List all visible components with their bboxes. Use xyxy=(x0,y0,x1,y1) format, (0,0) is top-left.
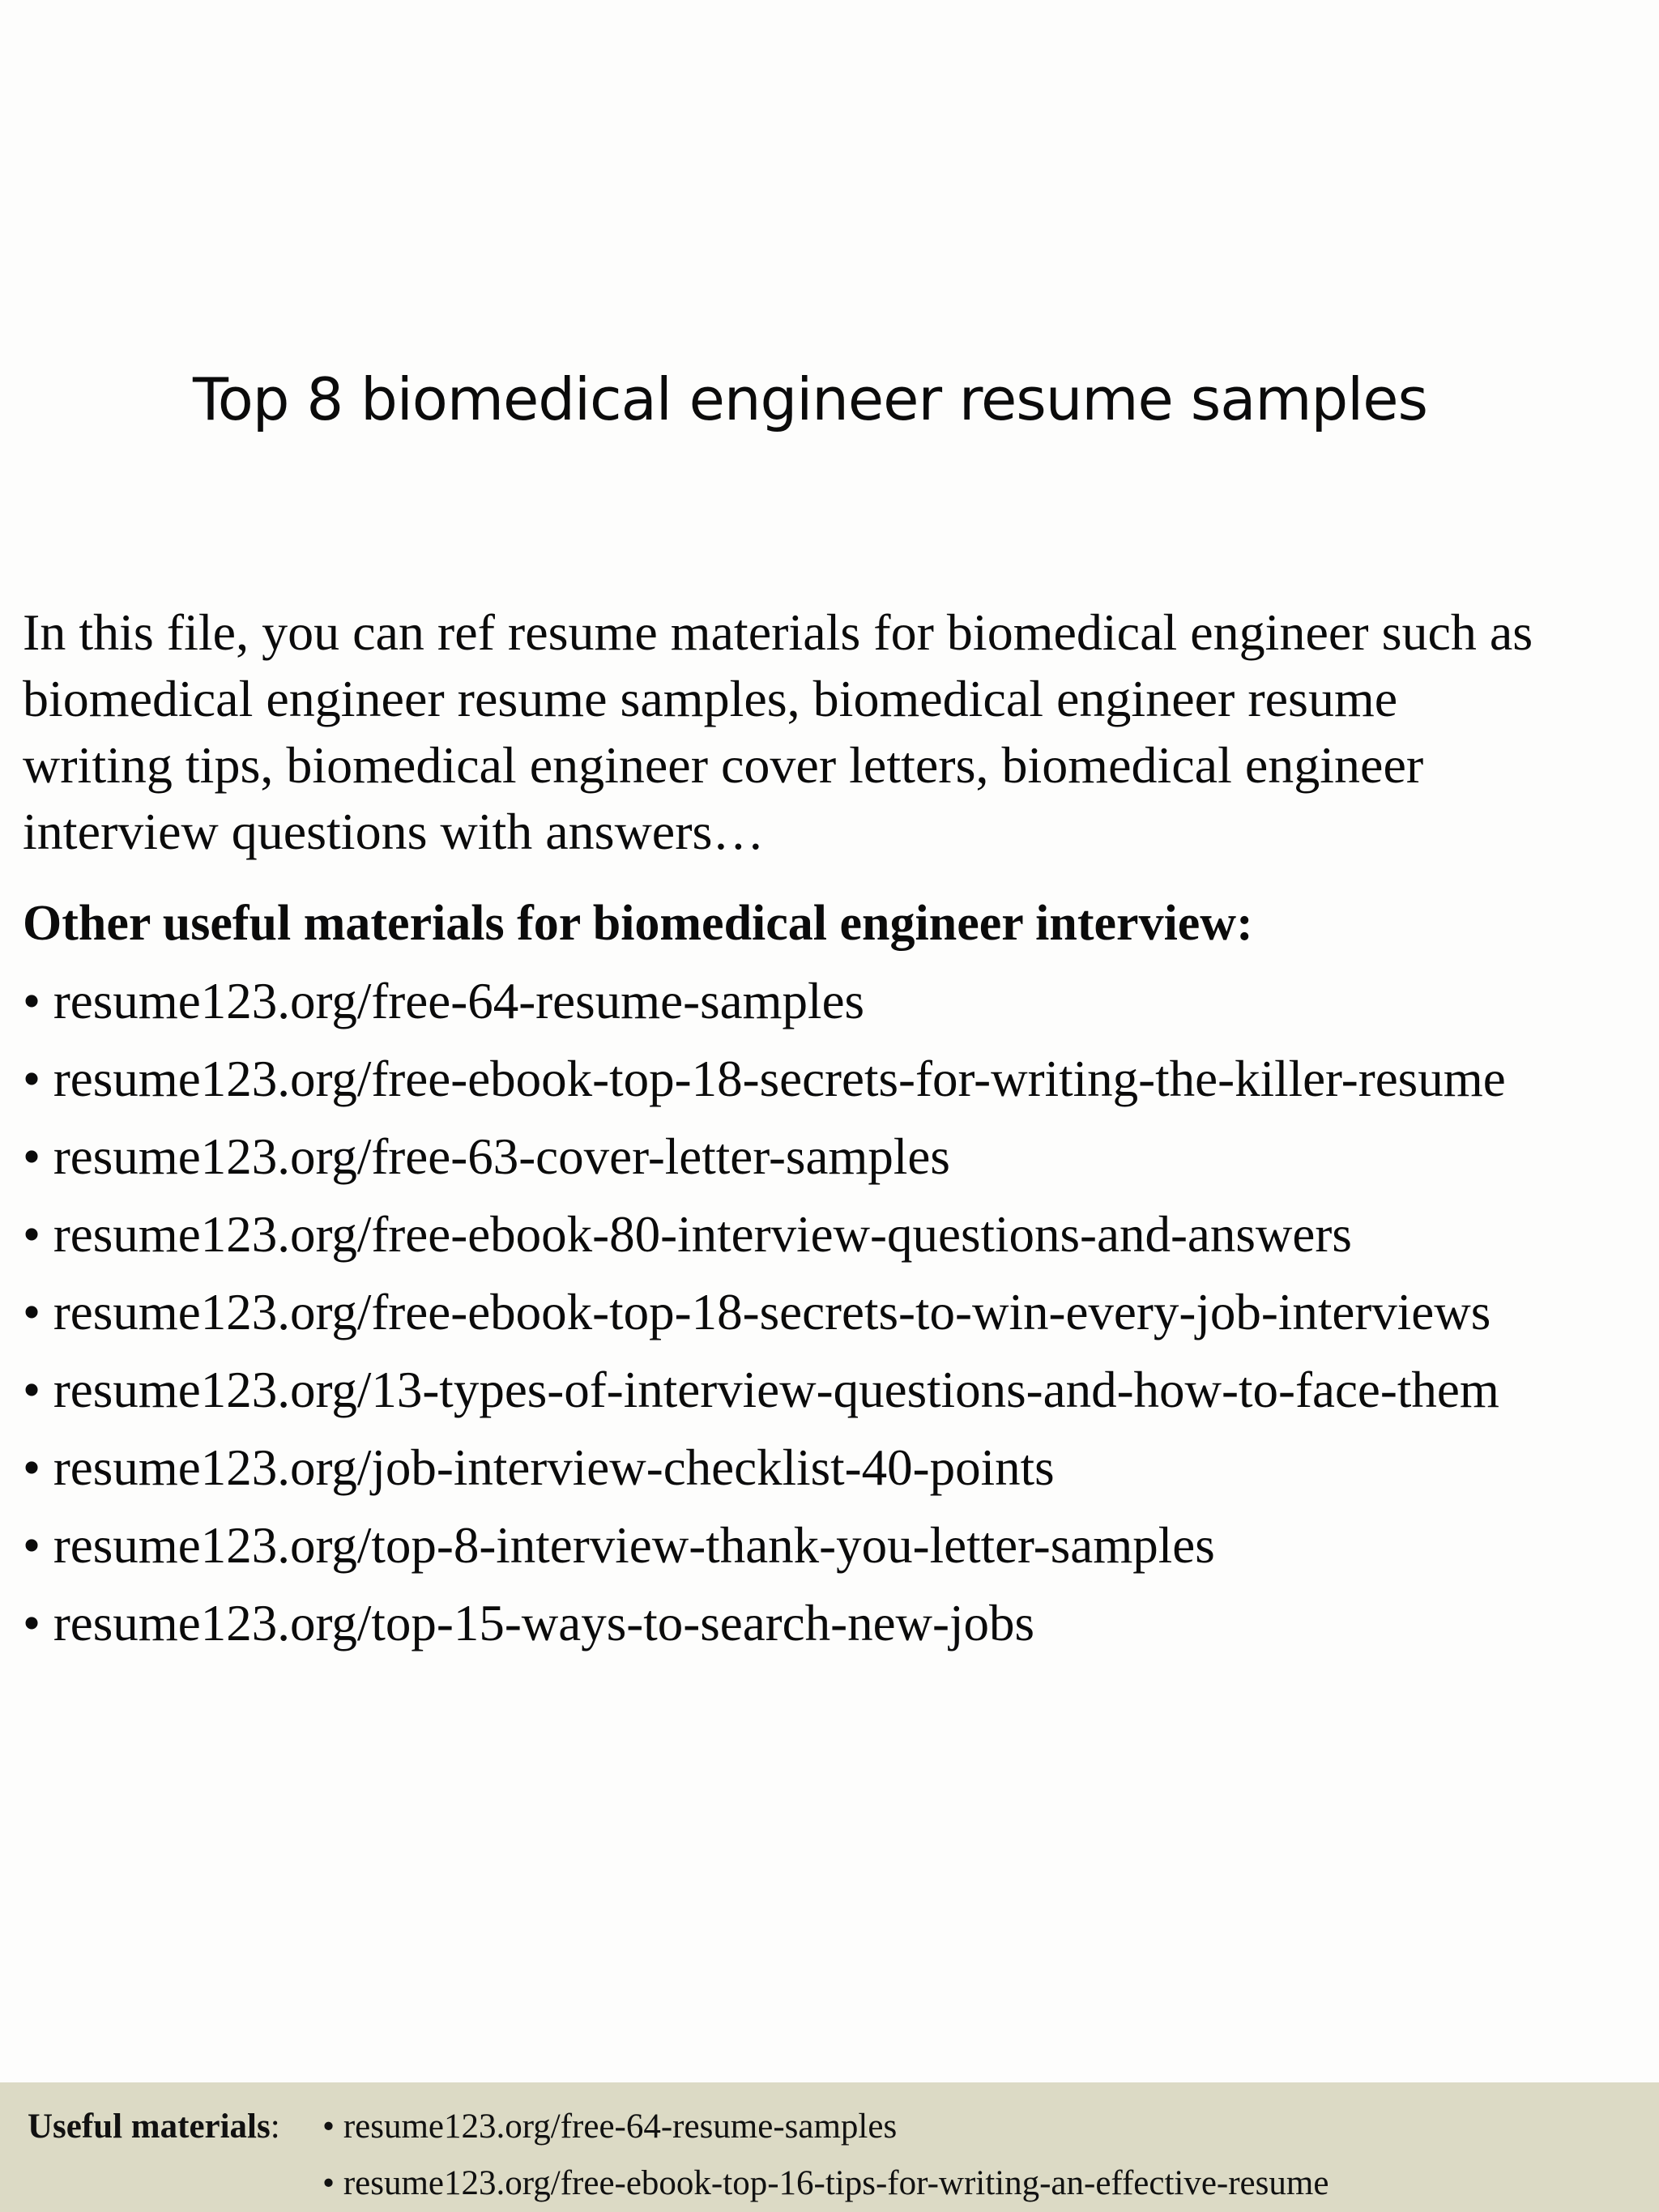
page-title: Top 8 biomedical engineer resume samples xyxy=(193,365,1427,433)
materials-link-list xyxy=(23,962,1640,1662)
bullet: • xyxy=(23,973,41,1029)
link-text[interactable]: resume123.org/13-types-of-interview-questions-and-how-to-face-them xyxy=(53,1362,1499,1418)
list-item xyxy=(23,1584,1640,1662)
link-text[interactable]: resume123.org/top-8-interview-thank-you-letter-samples xyxy=(53,1517,1215,1574)
bullet: • xyxy=(23,1517,41,1574)
materials-heading: Other useful materials for biomedical engineer interview: xyxy=(23,896,1253,951)
link-text[interactable]: resume123.org/free-ebook-80-interview-questions-and-answers xyxy=(53,1206,1352,1263)
main-content xyxy=(23,599,1640,1662)
bullet: • xyxy=(23,1128,41,1185)
link-text[interactable]: resume123.org/free-64-resume-samples xyxy=(53,973,865,1029)
list-item xyxy=(23,1118,1640,1196)
link-text[interactable]: resume123.org/free-ebook-top-18-secrets-to-win-every-job-interviews xyxy=(53,1284,1491,1340)
footer-label xyxy=(28,2099,280,2155)
intro-line: writing tips, biomedical engineer cover letters, biomedical engineer xyxy=(23,736,1424,794)
footer-link-text[interactable]: resume123.org/free-64-resume-samples xyxy=(343,2108,898,2146)
footer-list-item xyxy=(322,2099,1328,2155)
list-item xyxy=(23,1507,1640,1584)
link-text[interactable]: resume123.org/free-63-cover-letter-samples xyxy=(53,1128,950,1185)
intro-paragraph xyxy=(23,599,1640,865)
footer-link-list xyxy=(322,2099,1328,2212)
bullet: • xyxy=(23,1595,41,1652)
list-item xyxy=(23,1351,1640,1429)
list-item xyxy=(23,962,1640,1040)
bullet: • xyxy=(23,1051,41,1107)
intro-line: In this file, you can ref resume materials for biomedical engineer such as xyxy=(23,603,1533,661)
link-text[interactable]: resume123.org/top-15-ways-to-search-new-jobs xyxy=(53,1595,1035,1652)
list-item xyxy=(23,1196,1640,1273)
footer-label-separator: : xyxy=(270,2108,280,2146)
intro-line: biomedical engineer resume samples, biomedical engineer resume xyxy=(23,670,1398,727)
footer-bar xyxy=(0,2082,1659,2212)
bullet: • xyxy=(23,1439,41,1496)
link-text[interactable]: resume123.org/free-ebook-top-18-secrets-for-writing-the-killer-resume xyxy=(53,1051,1506,1107)
link-text[interactable]: resume123.org/job-interview-checklist-40-points xyxy=(53,1439,1055,1496)
intro-line: interview questions with answers… xyxy=(23,803,765,860)
footer-label-text: Useful materials xyxy=(28,2108,271,2146)
bullet: • xyxy=(23,1284,41,1340)
list-item xyxy=(23,1429,1640,1507)
list-item xyxy=(23,1273,1640,1351)
footer-link-text[interactable]: resume123.org/free-ebook-top-16-tips-for-writing-an-effective-resume xyxy=(343,2164,1329,2202)
bullet: • xyxy=(322,2164,335,2202)
bullet: • xyxy=(23,1206,41,1263)
list-item xyxy=(23,1040,1640,1118)
footer-list-item xyxy=(322,2155,1328,2212)
bullet: • xyxy=(23,1362,41,1418)
bullet: • xyxy=(322,2108,335,2146)
